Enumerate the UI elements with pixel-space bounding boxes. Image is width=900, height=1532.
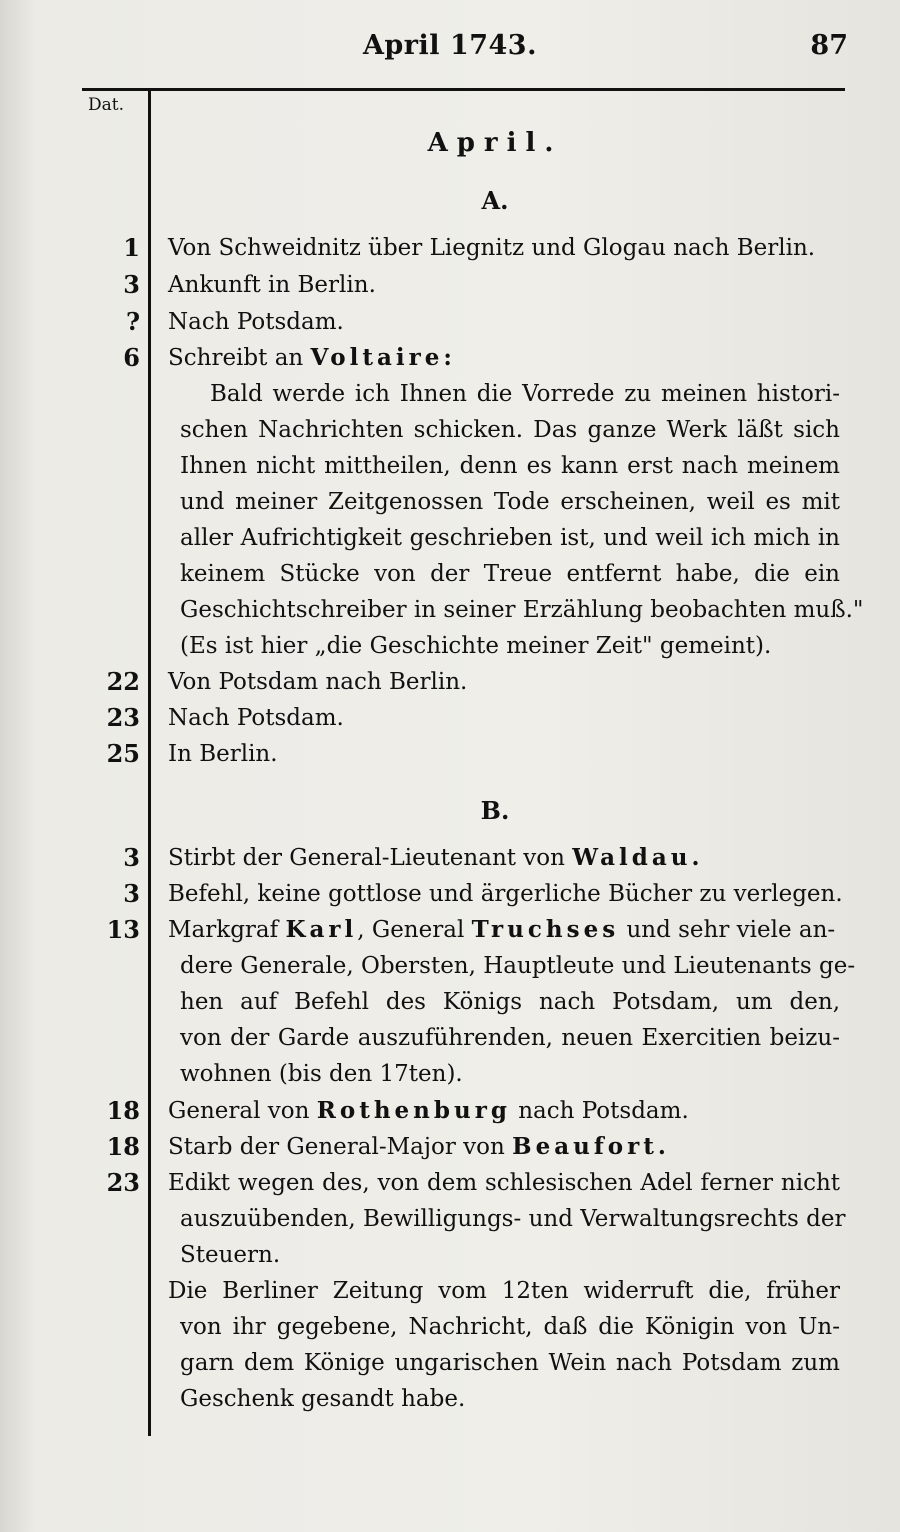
page-number: 87 xyxy=(810,30,848,61)
entry-date: ? xyxy=(125,307,140,336)
entry-line xyxy=(82,912,840,948)
entry-text-group xyxy=(168,1129,840,1165)
person-name: Karl xyxy=(285,916,358,943)
entry-line xyxy=(82,1129,840,1165)
quote-line xyxy=(82,376,840,412)
header-rule xyxy=(82,88,845,91)
entry-line xyxy=(82,948,856,984)
entry-text: Geschenk gesandt habe. xyxy=(180,1386,466,1412)
entry-line xyxy=(82,736,840,772)
quote-text: Geschichtschreiber in seiner Erzählung beobachten muß." xyxy=(180,597,864,623)
entry-line xyxy=(82,340,840,376)
entry-text: Stirbt der General-Lieutenant von xyxy=(168,845,573,871)
entry-date: 6 xyxy=(123,343,140,372)
entry-date: 23 xyxy=(106,703,140,732)
entry-line xyxy=(82,1165,840,1201)
entry-text: und sehr viele an- xyxy=(619,917,836,943)
quote-text: (Es ist hier „die Geschichte meiner Zeit" gemeint). xyxy=(180,633,772,659)
entry-text: In Berlin. xyxy=(168,741,278,767)
entry-text: wohnen (bis den 17ten). xyxy=(180,1061,463,1087)
entry-date: 13 xyxy=(106,915,140,944)
entry-text-group xyxy=(168,1093,840,1129)
entry-text: Starb der General-Major von xyxy=(168,1134,513,1160)
entry-line xyxy=(82,1201,846,1237)
quote-text: aller Aufrichtigkeit geschrieben ist, und weil ich mich in xyxy=(180,525,840,551)
quote-text: schen Nachrichten schicken. Das ganze Werk läßt sich xyxy=(180,417,840,443)
person-name: Voltaire: xyxy=(310,344,456,371)
entry-line xyxy=(82,1381,840,1417)
entry-text: Von Potsdam nach Berlin. xyxy=(168,669,468,695)
quote-text: Ihnen nicht mittheilen, denn es kann erst nach meinem xyxy=(180,453,840,479)
section-b-heading: B. xyxy=(480,796,510,825)
entry-text-group xyxy=(168,912,840,948)
entry-line xyxy=(82,304,840,340)
entry-date: 22 xyxy=(106,667,140,696)
entry-text: , General xyxy=(357,917,472,943)
entry-line xyxy=(82,700,840,736)
entry-line xyxy=(82,1273,840,1309)
entry-line xyxy=(82,1093,840,1129)
entry-text-group xyxy=(168,340,840,376)
entry-line xyxy=(82,1020,840,1056)
entry-line xyxy=(82,1056,840,1092)
quote-text: keinem Stücke von der Treue entfernt habe, die ein xyxy=(180,561,840,587)
entry-text: Schreibt an xyxy=(168,345,311,371)
entry-text: Edikt wegen des, von dem schlesischen Adel ferner nicht xyxy=(168,1170,840,1196)
entry-text: dere Generale, Obersten, Hauptleute und Lieutenants ge- xyxy=(180,953,856,979)
entry-text: Markgraf xyxy=(168,917,286,943)
entry-text: von ihr gegebene, Nachricht, daß die Königin von Un- xyxy=(180,1314,840,1340)
quote-text: und meiner Zeitgenossen Tode erscheinen, weil es mit xyxy=(180,489,840,515)
entry-line xyxy=(82,1309,840,1345)
running-title: April 1743. xyxy=(362,30,537,61)
quote-line xyxy=(82,448,840,484)
entry-date: 18 xyxy=(106,1132,140,1161)
month-heading: April. xyxy=(427,128,563,158)
person-name: Waldau. xyxy=(572,844,704,871)
entry-text: Die Berliner Zeitung vom 12ten widerruft die, früher xyxy=(168,1278,840,1304)
quote-line xyxy=(82,556,840,592)
quote-text: Bald werde ich Ihnen die Vorrede zu meinen histori- xyxy=(210,381,840,407)
page-header xyxy=(0,30,900,70)
entry-text: Nach Potsdam. xyxy=(168,705,344,731)
entry-line xyxy=(82,664,840,700)
quote-line xyxy=(82,520,840,556)
person-name: Truchses xyxy=(471,916,620,943)
entry-text: Steuern. xyxy=(180,1242,281,1268)
quote-line xyxy=(82,412,840,448)
entry-text: Von Schweidnitz über Liegnitz und Glogau nach Berlin. xyxy=(168,235,816,261)
entry-line xyxy=(82,1345,840,1381)
person-name: Rothenburg xyxy=(316,1097,511,1124)
entry-text: Befehl, keine gottlose und ärgerliche Bücher zu verlegen. xyxy=(168,881,843,907)
entry-line xyxy=(82,230,840,266)
entry-line xyxy=(82,876,843,912)
entry-text: General von xyxy=(168,1098,317,1124)
entry-date: 1 xyxy=(123,233,140,262)
entry-line xyxy=(82,840,840,876)
entry-line xyxy=(82,984,840,1020)
entry-date: 3 xyxy=(123,843,140,872)
section-a-heading: A. xyxy=(481,186,509,215)
entry-date: 25 xyxy=(106,739,140,768)
date-column-label: Dat. xyxy=(88,95,125,115)
entry-text-group xyxy=(168,840,840,876)
entry-text: nach Potsdam. xyxy=(510,1098,689,1124)
entry-date: 3 xyxy=(123,879,140,908)
entry-date: 3 xyxy=(123,270,140,299)
entry-text: garn dem Könige ungarischen Wein nach Potsdam zum xyxy=(180,1350,840,1376)
entry-text: auszuübenden, Bewilligungs- und Verwaltungsrechts der xyxy=(180,1206,846,1232)
entry-text: hen auf Befehl des Königs nach Potsdam, um den, xyxy=(180,989,840,1015)
quote-line xyxy=(82,484,840,520)
quote-line xyxy=(82,592,864,628)
entry-text: Ankunft in Berlin. xyxy=(168,272,376,298)
person-name: Beaufort. xyxy=(512,1133,670,1160)
quote-line xyxy=(82,628,840,664)
entry-date: 23 xyxy=(106,1168,140,1197)
entry-line xyxy=(82,1237,840,1273)
entry-text: von der Garde auszuführenden, neuen Exercitien beizu- xyxy=(180,1025,840,1051)
entry-text: Nach Potsdam. xyxy=(168,309,344,335)
entry-line xyxy=(82,267,840,303)
entry-date: 18 xyxy=(106,1096,140,1125)
